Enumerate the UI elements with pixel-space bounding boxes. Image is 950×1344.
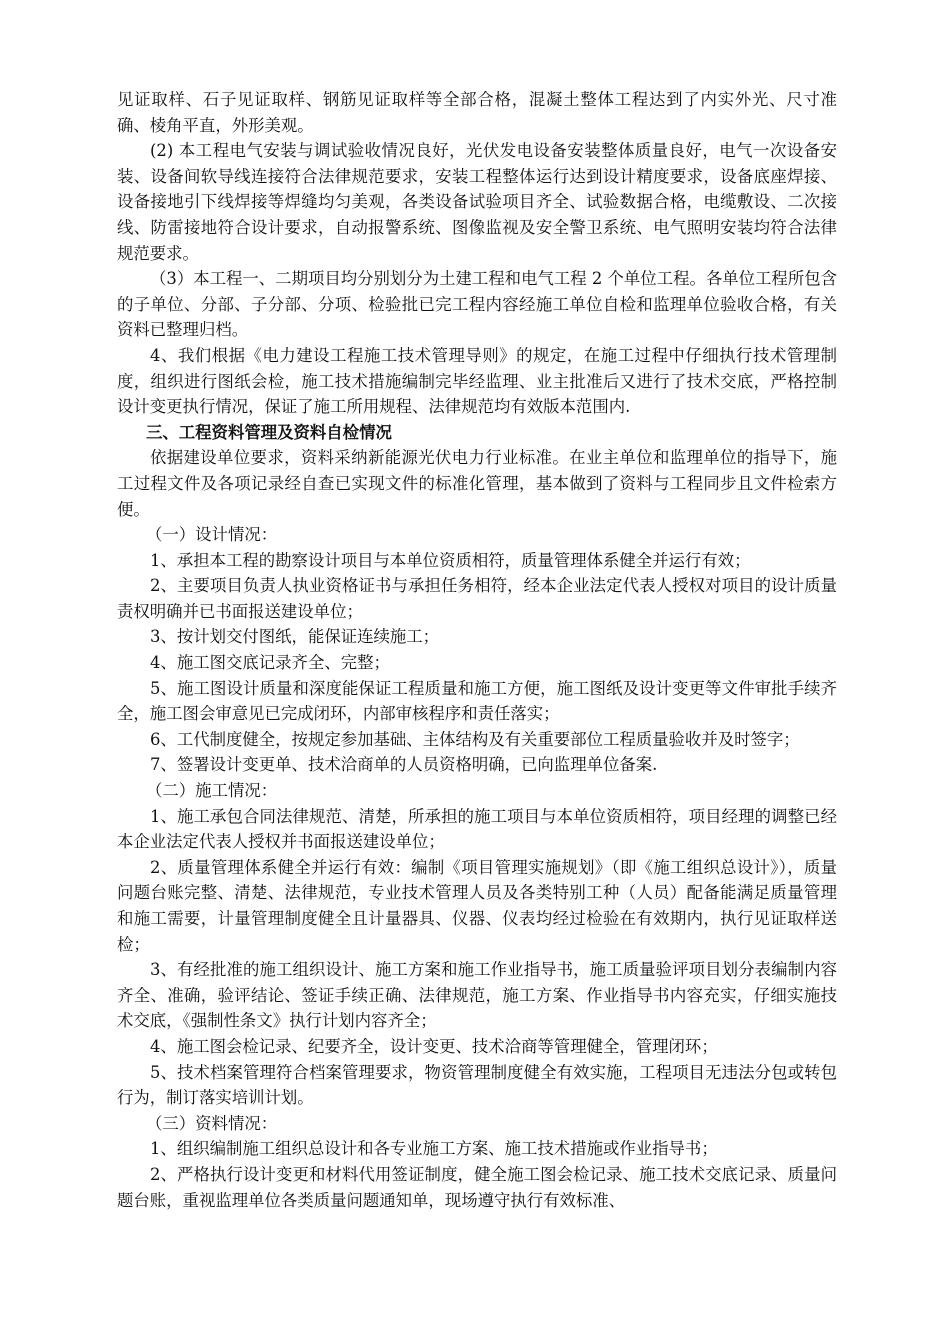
subheading-design: （一）设计情况： xyxy=(146,525,278,545)
list-item-design-5: 5、施工图设计质量和深度能保证工程质量和施工方便，施工图纸及设计变更等文件审批手续齐全，施工图会审意见已完成闭环，内部审核程序和责任落实； xyxy=(117,678,837,724)
paragraph-technical-management: 4、我们根据《电力建设工程施工技术管理导则》的规定，在施工过程中仔细执行技术管理制度，组织进行图纸会检，施工技术措施编制完毕经监理、业主批准后又进行了技术交底，严格控制设计变更执行情况，保证了施工所用规程、法律规范均有效版本范围内. xyxy=(117,345,837,417)
section-heading-documentation: 三、工程资料管理及资料自检情况 xyxy=(146,422,392,442)
list-item-design-4: 4、施工图交底记录齐全、完整； xyxy=(150,653,390,673)
list-item-construction-2: 2、质量管理体系健全并运行有效：编制《项目管理实施规划》（即《施工组织总设计》），质量问题台账完整、清楚、法律规范，专业技术管理人员及各类特别工种（人员）配备能满足质量管理和施工需要，计量管理制度健全且计量器具、仪器、仪表均经过检验在有效期内，执行见证取样送检； xyxy=(117,857,837,954)
list-item-documents-2: 2、严格执行设计变更和材料代用签证制度，健全施工图会检记录、施工技术交底记录、质量问题台账，重视监理单位各类质量问题通知单，现场遵守执行有效标准、 xyxy=(117,1164,837,1210)
paragraph-unit-division: （3）本工程一、二期项目均分别划分为土建工程和电气工程 2 个单位工程。各单位工程所包含的子单位、分部、子分部、分项、检验批已完工程内容经施工单位自检和监理单位验收合格，有关资料已整理归档。 xyxy=(117,269,837,340)
subheading-construction: （二）施工情况： xyxy=(146,781,278,801)
document-body xyxy=(117,87,837,1213)
list-item-design-6: 6、工代制度健全，按规定参加基础、主体结构及有关重要部位工程质量验收并及时签字； xyxy=(150,729,800,749)
paragraph-sample-results: 见证取样、石子见证取样、钢筋见证取样等全部合格，混凝土整体工程达到了内实外光、尺寸准确、棱角平直，外形美观。 xyxy=(117,90,837,135)
list-item-design-3: 3、按计划交付图纸，能保证连续施工； xyxy=(150,627,440,647)
list-item-documents-1: 1、组织编制施工组织总设计和各专业施工方案、施工技术措施或作业指导书； xyxy=(150,1139,718,1159)
subheading-documents: （三）资料情况： xyxy=(146,1113,278,1133)
list-item-construction-5: 5、技术档案管理符合档案管理要求，物资管理制度健全有效实施，工程项目无违法分包或转包行为，制订落实培训计划。 xyxy=(117,1062,837,1108)
list-item-construction-1: 1、施工承包合同法律规范、清楚，所承担的施工项目与本单位资质相符，项目经理的调整已经本企业法定代表人授权并书面报送建设单位； xyxy=(117,806,837,852)
list-item-construction-3: 3、有经批准的施工组织设计、施工方案和施工作业指导书，施工质量验评项目划分表编制内容齐全、准确，验评结论、签证手续正确、法律规范，施工方案、作业指导书内容充实，仔细实施技术交底，《强制性条文》执行计划内容齐全； xyxy=(117,960,837,1031)
list-item-design-7: 7、签署设计变更单、技术洽商单的人员资格明确，已向监理单位备案. xyxy=(150,755,658,775)
paragraph-electrical-installation: (2) 本工程电气安装与调试验收情况良好，光伏发电设备安装整体质量良好，电气一次设备安装、设备间软导线连接符合法律规范要求，安装工程整体运行达到设计精度要求，设备底座焊接、设备接地引下线焊接等焊缝均匀美观，各类设备试验项目齐全、试验数据合格，电缆敷设、二次接线、防雷接地符合设计要求，自动报警系统、图像监视及安全警卫系统、电气照明安装均符合法律规范要求。 xyxy=(117,141,837,263)
list-item-construction-4: 4、施工图会检记录、纪要齐全，设计变更、技术洽商等管理健全，管理闭环； xyxy=(150,1036,718,1056)
paragraph-documentation-standard: 依据建设单位要求，资料采纳新能源光伏电力行业标准。在业主单位和监理单位的指导下，施工过程文件及各项记录经自查已实现文件的标准化管理，基本做到了资料与工程同步且文件检索方便。 xyxy=(117,448,837,519)
list-item-design-2: 2、主要项目负责人执业资格证书与承担任务相符，经本企业法定代表人授权对项目的设计质量责权明确并已书面报送建设单位； xyxy=(117,576,837,621)
list-item-design-1: 1、承担本工程的勘察设计项目与本单位资质相符，质量管理体系健全并运行有效； xyxy=(150,550,751,570)
